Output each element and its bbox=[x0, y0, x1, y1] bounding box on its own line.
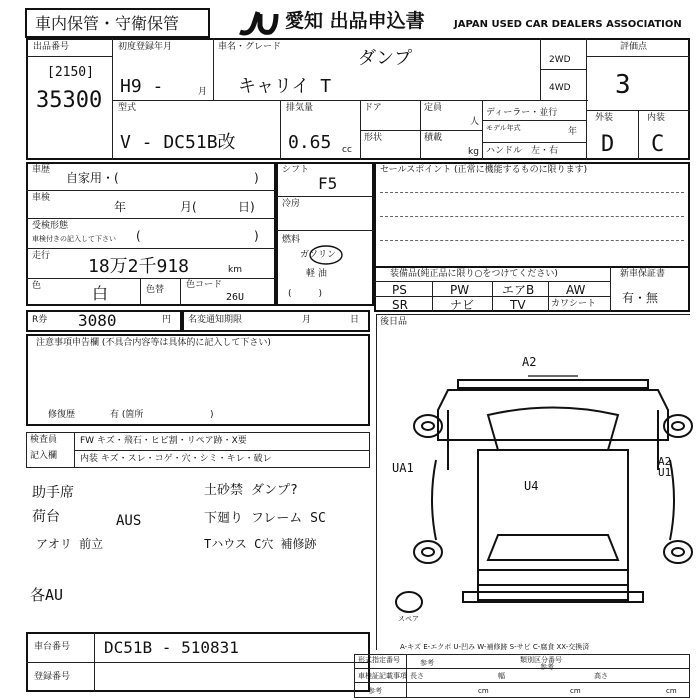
footer-length-unit: cm bbox=[478, 687, 489, 695]
name-change-day: 日 bbox=[350, 315, 360, 325]
capacity-label: 定員 bbox=[424, 103, 443, 113]
fuel-gas: ガソリン bbox=[300, 250, 337, 260]
score-label: 評価点 bbox=[620, 42, 648, 52]
ju-logo-text bbox=[236, 8, 237, 9]
note-bed: 荷台 bbox=[32, 509, 60, 525]
note-overall: 各AU bbox=[30, 586, 64, 604]
chassis-label: 車台番号 bbox=[34, 642, 71, 652]
footer-row1-ref: 参考 bbox=[420, 659, 434, 667]
model-label: 型式 bbox=[118, 103, 137, 113]
footer-height-label: 高さ bbox=[594, 672, 608, 680]
inspection-label: 車検 bbox=[32, 193, 51, 203]
warranty-label: 新車保証書 bbox=[620, 269, 666, 279]
color-code-label: 色コード bbox=[186, 280, 223, 290]
notes-label: 注意事項申告欄 (不具合内容等は具体的に記入して下さい) bbox=[36, 338, 271, 348]
mark-center: U4 bbox=[524, 479, 539, 493]
footer-row2-label: 類別区分番号 bbox=[520, 656, 562, 664]
inspection-month: 月( bbox=[180, 200, 197, 214]
car-name: キャリイ T bbox=[238, 76, 332, 97]
exterior-value: D bbox=[601, 132, 615, 157]
interior-value: C bbox=[651, 132, 665, 157]
displacement-label: 排気量 bbox=[286, 103, 314, 113]
name-change-month: 月 bbox=[302, 315, 312, 325]
displacement-value: 0.65 bbox=[288, 132, 332, 153]
warranty-options: 有・無 bbox=[622, 291, 659, 305]
recycle-unit: 円 bbox=[162, 315, 172, 325]
car-name-label: 車名・グレード bbox=[218, 42, 282, 52]
mark-top: A2 bbox=[522, 355, 537, 369]
note-tire-house: Tハウス C穴 補修跡 bbox=[204, 537, 317, 551]
footer-width-unit: cm bbox=[570, 687, 581, 695]
footer-row3-ref: 参考 bbox=[368, 687, 382, 695]
checker-interior-row: 内装 キズ・スレ・コゲ・穴・シミ・キレ・破レ bbox=[80, 454, 272, 464]
spare-tire-icon bbox=[394, 590, 424, 614]
interior-label: 内装 bbox=[647, 113, 666, 123]
equip-sr: SR bbox=[392, 298, 408, 312]
after-equipment-label: 後日品 bbox=[380, 317, 408, 327]
ac-label: 冷房 bbox=[282, 199, 301, 209]
equip-leather: カワシート bbox=[551, 299, 597, 309]
color-value: 白 bbox=[92, 284, 109, 303]
equipment-label: 装備品(純正品に限り○をつけてください) bbox=[390, 269, 558, 279]
chassis-value: DC51B - 510831 bbox=[104, 638, 239, 657]
ju-logo bbox=[236, 8, 282, 36]
mileage-label: 走行 bbox=[32, 251, 51, 261]
note-frame: 下廻り フレーム SC bbox=[204, 511, 326, 526]
storage-label-box bbox=[25, 8, 210, 38]
sales-point-label: セールスポイント (正常に機能するものに限ります) bbox=[380, 165, 588, 175]
displacement-unit: cc bbox=[342, 145, 352, 155]
car-grade: ダンプ bbox=[358, 48, 413, 69]
equip-airbag: エアB bbox=[502, 283, 535, 297]
equip-tv: TV bbox=[510, 298, 526, 312]
recycle-label: R券 bbox=[32, 315, 48, 325]
checker-label-1: 検査員 bbox=[30, 435, 58, 445]
lot-sub-number: [2150] bbox=[47, 65, 94, 80]
drive-4wd: 4WD bbox=[549, 83, 571, 93]
acceptance-label: 受検形態 bbox=[32, 221, 69, 231]
spare-label: スペア bbox=[398, 615, 419, 623]
history-value: 自家用・( bbox=[66, 171, 119, 185]
name-change-label: 名変通知期限 bbox=[188, 315, 243, 325]
car-diagram bbox=[418, 370, 688, 610]
note-bed-grade: AUS bbox=[116, 513, 142, 529]
exterior-label: 外装 bbox=[595, 113, 614, 123]
repair-value: 有 (箇所 bbox=[110, 410, 144, 420]
repair-label: 修復歴 bbox=[48, 410, 76, 420]
note-dump: 土砂禁 ダンプ? bbox=[204, 483, 298, 498]
color-change-label: 色替 bbox=[146, 285, 165, 295]
footer-length-label: 長さ bbox=[410, 672, 424, 680]
equip-pw: PW bbox=[450, 283, 470, 297]
repair-close: ) bbox=[210, 410, 214, 420]
checker-label-2: 記入欄 bbox=[30, 451, 58, 461]
mark-right: A2 U1 bbox=[658, 455, 672, 479]
inspection-year: 年 bbox=[114, 200, 127, 214]
footer-width-label: 幅 bbox=[498, 672, 505, 680]
checker-fw-row: FW キズ・飛石・ヒビ割・リペア跡・X要 bbox=[80, 436, 247, 446]
mileage-unit: km bbox=[228, 265, 242, 275]
history-close: ) bbox=[254, 171, 259, 185]
acceptance-note: 車検付きの記入して下さい bbox=[32, 235, 116, 243]
acceptance-open: ( bbox=[136, 229, 141, 243]
color-label: 色 bbox=[32, 281, 42, 291]
footer-row1-label: 形式指定番号 bbox=[358, 656, 400, 664]
shift-label: シフト bbox=[282, 165, 310, 175]
damage-legend: A-キズ E-エクボ U-凹み W-補修跡 S-サビ C-腐食 XX-交換済 bbox=[400, 643, 590, 651]
score-value: 3 bbox=[615, 70, 631, 100]
load-label: 積載 bbox=[424, 133, 443, 143]
equip-navi: ナビ bbox=[450, 298, 475, 312]
inspection-day: 日) bbox=[238, 200, 255, 214]
model-value: V - DC51B改 bbox=[120, 132, 236, 153]
registration-value: H9 - bbox=[120, 76, 164, 97]
dealer-label: ディーラー・並行 bbox=[486, 108, 558, 118]
color-code-value: 26U bbox=[226, 292, 245, 303]
capacity-unit: 人 bbox=[470, 117, 480, 127]
footer-row2-ref: 参考 bbox=[540, 663, 554, 671]
form-label: 形状 bbox=[364, 133, 383, 143]
sales-point-block bbox=[374, 162, 690, 268]
history-label: 車歴 bbox=[32, 165, 51, 175]
registration-month-unit: 月 bbox=[198, 87, 208, 97]
fuel-other: ( ) bbox=[288, 289, 323, 299]
model-year-label: モデル年式 bbox=[486, 124, 521, 132]
equip-ps: PS bbox=[392, 283, 407, 297]
org-name: 愛知 出品申込書 bbox=[285, 10, 425, 32]
fuel-label: 燃料 bbox=[282, 235, 301, 245]
shift-value: F5 bbox=[318, 174, 338, 193]
model-year-unit: 年 bbox=[568, 127, 578, 137]
equip-aw: AW bbox=[566, 283, 586, 297]
drive-2wd: 2WD bbox=[549, 55, 571, 65]
org-english: JAPAN USED CAR DEALERS ASSOCIATION bbox=[454, 19, 682, 30]
lot-number: 35300 bbox=[36, 88, 103, 113]
reg-number-label: 登録番号 bbox=[34, 672, 71, 682]
load-unit: kg bbox=[468, 147, 479, 157]
acceptance-close: ) bbox=[254, 229, 259, 243]
footer-row3-label: 車検証記載事項 bbox=[358, 672, 407, 680]
storage-label: 車内保管・守衛保管 bbox=[35, 14, 180, 33]
note-passenger-seat: 助手席 bbox=[32, 485, 74, 501]
door-label: ドア bbox=[364, 103, 382, 113]
footer-height-unit: cm bbox=[666, 687, 677, 695]
note-gate: アオリ 前立 bbox=[36, 537, 104, 551]
fuel-diesel: 軽 油 bbox=[306, 269, 327, 279]
handle-label: ハンドル 左・右 bbox=[486, 146, 559, 156]
recycle-value: 3080 bbox=[78, 311, 117, 330]
mileage-value: 18万2千918 bbox=[88, 256, 190, 277]
mark-left: UA1 bbox=[392, 461, 414, 475]
ju-logo-icon bbox=[236, 8, 282, 36]
lot-label: 出品番号 bbox=[33, 42, 70, 52]
registration-label: 初度登録年月 bbox=[118, 42, 173, 52]
